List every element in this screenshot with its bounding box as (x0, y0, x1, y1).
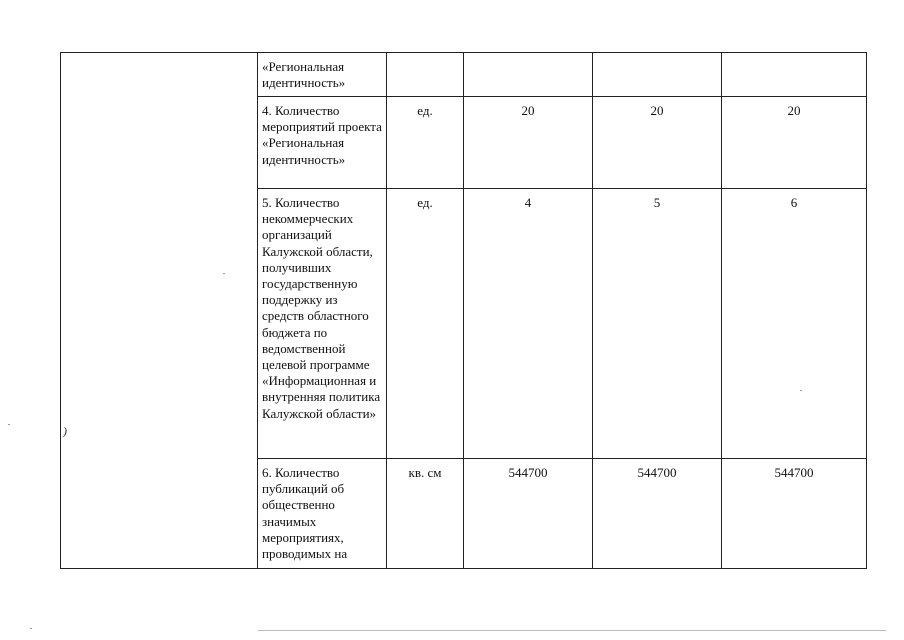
unit-cell (387, 53, 464, 97)
indicators-table (60, 52, 867, 569)
value-cell (722, 53, 867, 97)
value-cell: 20 (464, 97, 593, 189)
empty-first-column (61, 53, 258, 569)
margin-mark: ) (63, 424, 67, 438)
value-cell: 544700 (722, 459, 867, 569)
indicator-label: 5. Количество некоммерческих организаций Калужской области, получивших государственную поддержку из средств областного бюджета по ведомственной целевой программе «Информационная и внутренняя политика Калужской области» (258, 189, 387, 459)
value-cell: 5 (593, 189, 722, 459)
scan-speck (223, 273, 225, 274)
indicator-label: 4. Количество мероприятий проекта «Региональная идентичность» (258, 97, 387, 189)
table-row (61, 53, 867, 97)
value-cell: 544700 (593, 459, 722, 569)
value-cell (464, 53, 593, 97)
scan-speck (30, 628, 32, 629)
indicator-label: 6. Количество публикаций об общественно значимых мероприятиях, проводимых на (258, 459, 387, 569)
indicator-label: «Региональная идентичность» (258, 53, 387, 97)
value-cell: 544700 (464, 459, 593, 569)
page-footer-rule (258, 630, 886, 631)
value-cell: 20 (593, 97, 722, 189)
unit-cell: ед. (387, 189, 464, 459)
value-cell: 6 (722, 189, 867, 459)
unit-cell: кв. см (387, 459, 464, 569)
scan-speck (800, 390, 802, 391)
scan-speck (8, 424, 10, 425)
unit-cell: ед. (387, 97, 464, 189)
value-cell (593, 53, 722, 97)
value-cell: 20 (722, 97, 867, 189)
value-cell: 4 (464, 189, 593, 459)
